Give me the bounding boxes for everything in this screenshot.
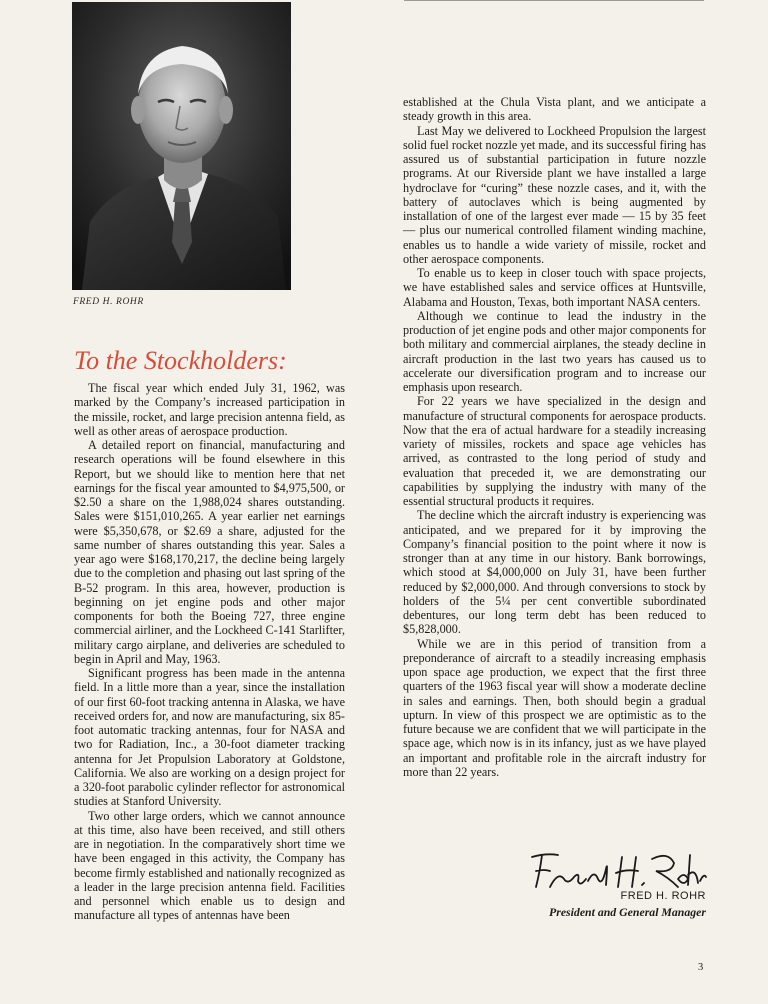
paragraph: Last May we delivered to Lockheed Propulsion the largest solid fuel rocket nozzle yet made, and its successful firing has assured us of substantial participation in future nozzle programs. At our Riverside plant we have installed a large hydroclave for “curing” these nozzle cases, and it, with the battery of autoclaves which is being augmented by installation of one of the largest ever made — 15 by 35 feet — plus our numerical controlled filament winding machine, enables us to handle a wide variety of missile, rocket and other aerospace components. [403, 123, 706, 266]
page-number: 3 [698, 962, 704, 973]
letter-heading: To the Stockholders: [74, 346, 287, 375]
right-column [403, 95, 706, 779]
paragraph: Although we continue to lead the industry in the production of jet engine pods and other major components for both military and commercial airplanes, the steady decline in aircraft production in the last two years has caused us to accelerate our diversification program and to increase our emphasis upon research. [403, 308, 706, 394]
photo-caption: FRED H. ROHR [73, 297, 144, 307]
paragraph: To enable us to keep in closer touch with space projects, we have established sales and service offices at Huntsville, Alabama and Houston, Texas, both important NASA centers. [403, 266, 706, 309]
paragraph: A detailed report on financial, manufacturing and research operations will be found elsewhere in this Report, but we should like to mention here that net earnings for the fiscal year amounted to $4,975,500, or $2.50 a share on the 1,988,024 shares outstanding. Sales were $151,010,265. A year earlier net earnings were $5,350,678, or $2.69 a share, adjusted for the same number of shares outstanding this year. Sales a year ago were $168,170,217, the decline being largely due to the completion and phasing out last spring of the B-52 program. In this area, however, production is beginning on jet engine pods and other major components for both the Boeing 727, three engine commercial airliner, and the Lockheed C-141 Starlifter, military cargo airplane, and deliveries are scheduled to begin in April and May, 1963. [74, 438, 345, 666]
paragraph-continued: established at the Chula Vista plant, and we anticipate a steady growth in this area. [403, 95, 706, 124]
paragraph: For 22 years we have specialized in the design and manufacture of structural components for aerospace products. Now that the era of actual hardware for a steadily increasing variety of missiles, rockets and space age vehicles has arrived, as contrasted to the long period of study and evaluation that preceded it, we are demonstrating our capabilities by supplying the industry with many of the essential structural products it requires. [403, 394, 706, 508]
signature-title: President and General Manager [549, 905, 706, 919]
paragraph: While we are in this period of transition from a preponderance of aircraft to a steadily increasing emphasis upon space age production, we expect that the first three quarters of the 1963 fiscal year will show a moderate decline in sales and earnings. Then, both should begin a gradual upturn. In view of this prospect we are optimistic as to the future because we are confident that we will participate in the space age, which now is in its infancy, just as we have played an important and profitable role in the aircraft industry for more than 22 years. [403, 636, 706, 779]
paragraph: Significant progress has been made in the antenna field. In a little more than a year, since the installation of our first 60-foot tracking antenna in Alaska, we have received orders for, and now are manufacturing, six 85-foot automatic tracking antennas, four for NASA and two for Radiation, Inc., a 30-foot diameter tracking antenna for Jet Propulsion Laboratory at Goldstone, California. We also are working on a design project for a 320-foot parabolic cylinder reflector for astronomical studies at Stanford University. [74, 666, 345, 809]
portrait-photo [72, 2, 291, 290]
paragraph: The fiscal year which ended July 31, 1962, was marked by the Company’s increased participation in the missile, rocket, and large precision antenna field, as well as other areas of aerospace production. [74, 381, 345, 438]
signature-name: FRED H. ROHR [620, 890, 706, 902]
handwritten-signature [528, 849, 710, 893]
paragraph: The decline which the aircraft industry is experiencing was anticipated, and we prepared for it by improving the Company’s financial position to the point where it now is stronger than at any time in our history. Bank borrowings, which stood at $4,000,000 on July 31, have been further reduced by $2,000,000. And through conversions to stock by holders of the 5¼ per cent convertible subordinated debentures, our long term debt has been reduced to $5,828,000. [403, 508, 706, 637]
portrait-image [72, 2, 291, 290]
paragraph: Two other large orders, which we cannot announce at this time, also have been received, and still others are in negotiation. In the comparatively short time we have been engaged in this activity, the Company has become firmly established and nationally recognized as a leader in the large precision antenna field. Facilities and personnel which enable us to design and manufacture all types of antennas have been [74, 808, 345, 923]
left-column [74, 381, 345, 923]
top-rule [404, 0, 704, 1]
